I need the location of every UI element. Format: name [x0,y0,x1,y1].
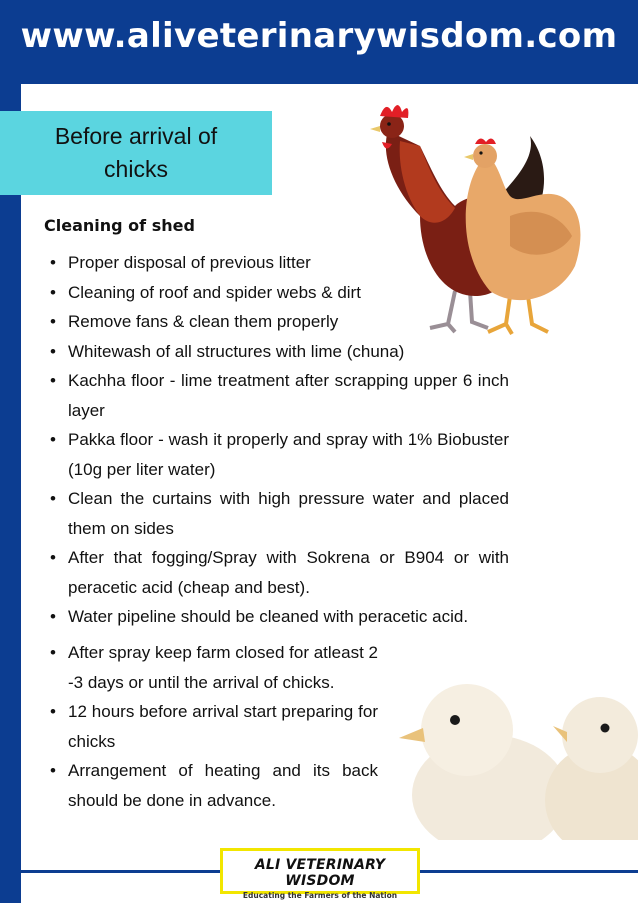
brand-name: ALI VETERINARY WISDOM [254,857,386,889]
list-item: • Cleaning of roof and spider webs & dirt [44,278,509,308]
list-item: • Proper disposal of previous litter [44,248,509,278]
list-item: • 12 hours before arrival start preparing for chicks [44,697,378,756]
brand-badge [220,848,420,900]
chick-right-shape [545,697,638,840]
list-item: • Whitewash of all structures with lime (chuna) [44,337,509,367]
list-item: • Remove fans & clean them properly [44,307,509,337]
list-item: • Water pipeline should be cleaned with peracetic acid. [44,602,509,632]
preparation-checklist [44,638,378,815]
header-bar [0,0,638,84]
website-url: www.aliveterinarywisdom.com [20,16,618,56]
list-item: • Arrangement of heating and its back should be done in advance. [44,756,378,815]
cleaning-checklist [44,248,509,632]
list-item: • Kachha floor - lime treatment after scrapping upper 6 inch layer [44,366,509,425]
banner-title: Before arrival of chicks [54,123,218,182]
list-item: • After that fogging/Spray with Sokrena or B904 or with peracetic acid (cheap and best). [44,543,509,602]
section-banner [0,111,272,195]
left-accent-bar [0,84,21,903]
list-item: • Clean the curtains with high pressure water and placed them on sides [44,484,509,543]
brand-tagline: Educating the Farmers of the Nation [242,891,398,900]
section-title: Cleaning of shed [44,216,195,235]
chicks-illustration [395,670,638,840]
list-item: • Pakka floor - wash it properly and spray with 1% Biobuster (10g per liter water) [44,425,509,484]
chick-left-shape [399,684,568,840]
list-item: • After spray keep farm closed for atleast 2 -3 days or until the arrival of chicks. [44,638,378,697]
